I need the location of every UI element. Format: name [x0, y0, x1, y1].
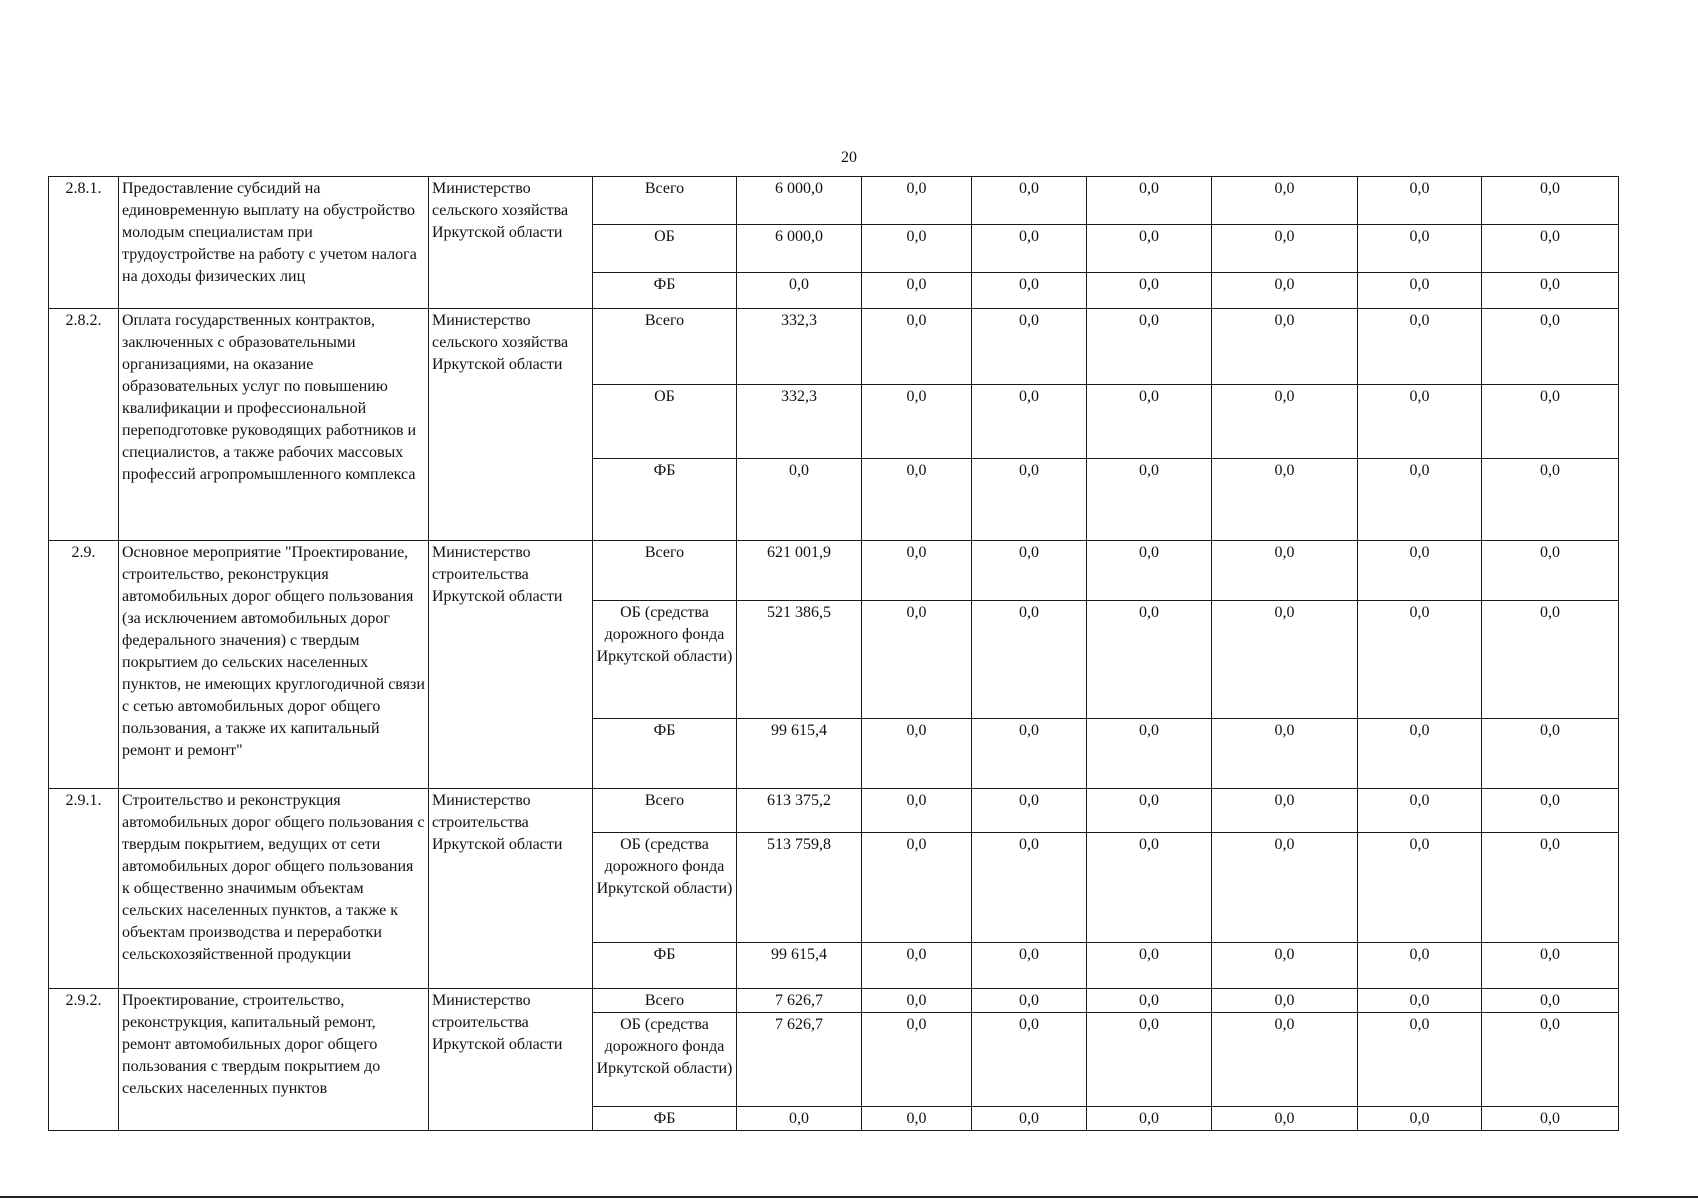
funding-total: 621 001,9 [737, 541, 862, 601]
responsible-executor: Министерство строительства Иркутской области [429, 789, 593, 989]
funding-year-value: 0,0 [1212, 719, 1358, 789]
funding-year-value: 0,0 [862, 459, 972, 541]
funding-year-value: 0,0 [862, 1107, 972, 1131]
funding-year-value: 0,0 [1212, 1013, 1358, 1107]
funding-source: Всего [593, 789, 737, 833]
funding-year-value: 0,0 [1482, 833, 1619, 943]
funding-source: Всего [593, 989, 737, 1013]
funding-source: ФБ [593, 459, 737, 541]
responsible-executor: Министерство строительства Иркутской области [429, 541, 593, 789]
funding-year-value: 0,0 [1212, 789, 1358, 833]
funding-year-value: 0,0 [862, 541, 972, 601]
funding-year-value: 0,0 [972, 459, 1087, 541]
funding-year-value: 0,0 [1087, 1013, 1212, 1107]
responsible-executor: Министерство строительства Иркутской области [429, 989, 593, 1131]
funding-year-value: 0,0 [1358, 541, 1482, 601]
funding-year-value: 0,0 [1212, 601, 1358, 719]
funding-year-value: 0,0 [972, 1013, 1087, 1107]
activity-name: Строительство и реконструкция автомобильных дорог общего пользования с твердым покрытием, ведущих от сети автомобильных дорог общего пользования к общественно значимым объектам сельских населенных пунктов, а также к объектам производства и переработки сельскохозяйственной продукции [119, 789, 429, 989]
funding-year-value: 0,0 [1358, 309, 1482, 385]
funding-year-value: 0,0 [862, 789, 972, 833]
funding-year-value: 0,0 [972, 177, 1087, 225]
funding-total: 0,0 [737, 1107, 862, 1131]
funding-year-value: 0,0 [862, 225, 972, 273]
funding-total: 7 626,7 [737, 989, 862, 1013]
funding-year-value: 0,0 [862, 601, 972, 719]
funding-year-value: 0,0 [1358, 719, 1482, 789]
funding-year-value: 0,0 [1212, 385, 1358, 459]
funding-year-value: 0,0 [1482, 385, 1619, 459]
funding-year-value: 0,0 [972, 789, 1087, 833]
funding-year-value: 0,0 [1358, 459, 1482, 541]
activity-name: Предоставление субсидий на единовременную выплату на обустройство молодым специалистам при трудоустройстве на работу с учетом налога на доходы физических лиц [119, 177, 429, 309]
funding-year-value: 0,0 [1482, 719, 1619, 789]
funding-year-value: 0,0 [1358, 177, 1482, 225]
funding-year-value: 0,0 [1358, 1013, 1482, 1107]
funding-year-value: 0,0 [1212, 309, 1358, 385]
funding-year-value: 0,0 [1482, 1107, 1619, 1131]
funding-year-value: 0,0 [1087, 225, 1212, 273]
funding-year-value: 0,0 [1087, 789, 1212, 833]
row-number: 2.8.2. [49, 309, 119, 541]
funding-year-value: 0,0 [1212, 541, 1358, 601]
funding-source: Всего [593, 309, 737, 385]
funding-year-value: 0,0 [1212, 989, 1358, 1013]
funding-year-value: 0,0 [1358, 989, 1482, 1013]
funding-source: ОБ (средства дорожного фонда Иркутской области) [593, 1013, 737, 1107]
funding-year-value: 0,0 [1358, 789, 1482, 833]
funding-year-value: 0,0 [972, 1107, 1087, 1131]
funding-year-value: 0,0 [1482, 225, 1619, 273]
row-number: 2.9.2. [49, 989, 119, 1131]
funding-year-value: 0,0 [1212, 177, 1358, 225]
funding-year-value: 0,0 [862, 943, 972, 989]
funding-total: 0,0 [737, 273, 862, 309]
table-row [49, 989, 1619, 1013]
funding-year-value: 0,0 [1212, 1107, 1358, 1131]
funding-year-value: 0,0 [1358, 943, 1482, 989]
funding-year-value: 0,0 [1087, 601, 1212, 719]
activity-name: Проектирование, строительство, реконструкция, капитальный ремонт, ремонт автомобильных дорог общего пользования с твердым покрытием до сельских населенных пунктов [119, 989, 429, 1131]
responsible-executor: Министерство сельского хозяйства Иркутской области [429, 177, 593, 309]
funding-year-value: 0,0 [1087, 385, 1212, 459]
funding-year-value: 0,0 [1087, 719, 1212, 789]
funding-year-value: 0,0 [1482, 601, 1619, 719]
budget-table [48, 176, 1619, 1131]
table-row [49, 177, 1619, 225]
funding-year-value: 0,0 [1212, 833, 1358, 943]
funding-year-value: 0,0 [972, 943, 1087, 989]
row-number: 2.8.1. [49, 177, 119, 309]
funding-year-value: 0,0 [862, 309, 972, 385]
funding-year-value: 0,0 [1482, 789, 1619, 833]
funding-year-value: 0,0 [972, 309, 1087, 385]
funding-year-value: 0,0 [1087, 833, 1212, 943]
funding-year-value: 0,0 [1358, 1107, 1482, 1131]
funding-total: 7 626,7 [737, 1013, 862, 1107]
funding-total: 513 759,8 [737, 833, 862, 943]
funding-year-value: 0,0 [1087, 989, 1212, 1013]
funding-total: 99 615,4 [737, 719, 862, 789]
budget-table-body [49, 177, 1619, 1131]
funding-year-value: 0,0 [1087, 1107, 1212, 1131]
funding-year-value: 0,0 [1482, 177, 1619, 225]
funding-year-value: 0,0 [862, 719, 972, 789]
page-bottom-rule [0, 1196, 1698, 1198]
funding-source: ФБ [593, 943, 737, 989]
table-row [49, 789, 1619, 833]
funding-year-value: 0,0 [972, 273, 1087, 309]
funding-year-value: 0,0 [862, 1013, 972, 1107]
funding-total: 613 375,2 [737, 789, 862, 833]
funding-year-value: 0,0 [1482, 1013, 1619, 1107]
funding-year-value: 0,0 [972, 989, 1087, 1013]
funding-year-value: 0,0 [1212, 459, 1358, 541]
row-number: 2.9.1. [49, 789, 119, 989]
funding-year-value: 0,0 [1482, 273, 1619, 309]
funding-total: 6 000,0 [737, 177, 862, 225]
funding-year-value: 0,0 [972, 541, 1087, 601]
row-number: 2.9. [49, 541, 119, 789]
funding-year-value: 0,0 [1087, 177, 1212, 225]
funding-year-value: 0,0 [1087, 459, 1212, 541]
funding-total: 332,3 [737, 385, 862, 459]
funding-year-value: 0,0 [972, 719, 1087, 789]
funding-year-value: 0,0 [862, 273, 972, 309]
funding-year-value: 0,0 [1358, 225, 1482, 273]
funding-total: 6 000,0 [737, 225, 862, 273]
funding-year-value: 0,0 [1087, 943, 1212, 989]
funding-source: ОБ (средства дорожного фонда Иркутской области) [593, 833, 737, 943]
funding-year-value: 0,0 [1212, 225, 1358, 273]
funding-year-value: 0,0 [1087, 273, 1212, 309]
funding-source: ФБ [593, 1107, 737, 1131]
funding-source: Всего [593, 177, 737, 225]
funding-year-value: 0,0 [1212, 273, 1358, 309]
funding-source: Всего [593, 541, 737, 601]
funding-source: ОБ [593, 385, 737, 459]
table-row [49, 541, 1619, 601]
funding-total: 332,3 [737, 309, 862, 385]
funding-total: 521 386,5 [737, 601, 862, 719]
funding-year-value: 0,0 [1482, 943, 1619, 989]
funding-year-value: 0,0 [1482, 541, 1619, 601]
funding-year-value: 0,0 [1358, 601, 1482, 719]
funding-year-value: 0,0 [1358, 385, 1482, 459]
funding-year-value: 0,0 [1358, 833, 1482, 943]
funding-year-value: 0,0 [1087, 541, 1212, 601]
activity-name: Оплата государственных контрактов, заключенных с образовательными организациями, на оказание образовательных услуг по повышению квалификации и профессиональной переподготовке руководящих работников и специалистов, а также рабочих массовых профессий агропромышленного комплекса [119, 309, 429, 541]
funding-source: ОБ (средства дорожного фонда Иркутской области) [593, 601, 737, 719]
funding-year-value: 0,0 [972, 225, 1087, 273]
activity-name: Основное мероприятие "Проектирование, строительство, реконструкция автомобильных дорог общего пользования (за исключением автомобильных дорог федерального значения) с твердым покрытием до сельских населенных пунктов, не имеющих круглогодичной связи с сетью автомобильных дорог общего пользования, а также их капитальный ремонт и ремонт" [119, 541, 429, 789]
funding-year-value: 0,0 [1087, 309, 1212, 385]
funding-year-value: 0,0 [1482, 989, 1619, 1013]
funding-year-value: 0,0 [862, 833, 972, 943]
funding-year-value: 0,0 [972, 385, 1087, 459]
page-number: 20 [841, 149, 857, 166]
funding-year-value: 0,0 [1482, 459, 1619, 541]
funding-source: ОБ [593, 225, 737, 273]
funding-year-value: 0,0 [862, 989, 972, 1013]
funding-year-value: 0,0 [862, 177, 972, 225]
funding-year-value: 0,0 [1358, 273, 1482, 309]
funding-source: ФБ [593, 719, 737, 789]
funding-year-value: 0,0 [862, 385, 972, 459]
funding-year-value: 0,0 [972, 833, 1087, 943]
responsible-executor: Министерство сельского хозяйства Иркутской области [429, 309, 593, 541]
funding-year-value: 0,0 [1212, 943, 1358, 989]
funding-source: ФБ [593, 273, 737, 309]
funding-year-value: 0,0 [972, 601, 1087, 719]
funding-total: 99 615,4 [737, 943, 862, 989]
funding-year-value: 0,0 [1482, 309, 1619, 385]
funding-total: 0,0 [737, 459, 862, 541]
table-row [49, 309, 1619, 385]
